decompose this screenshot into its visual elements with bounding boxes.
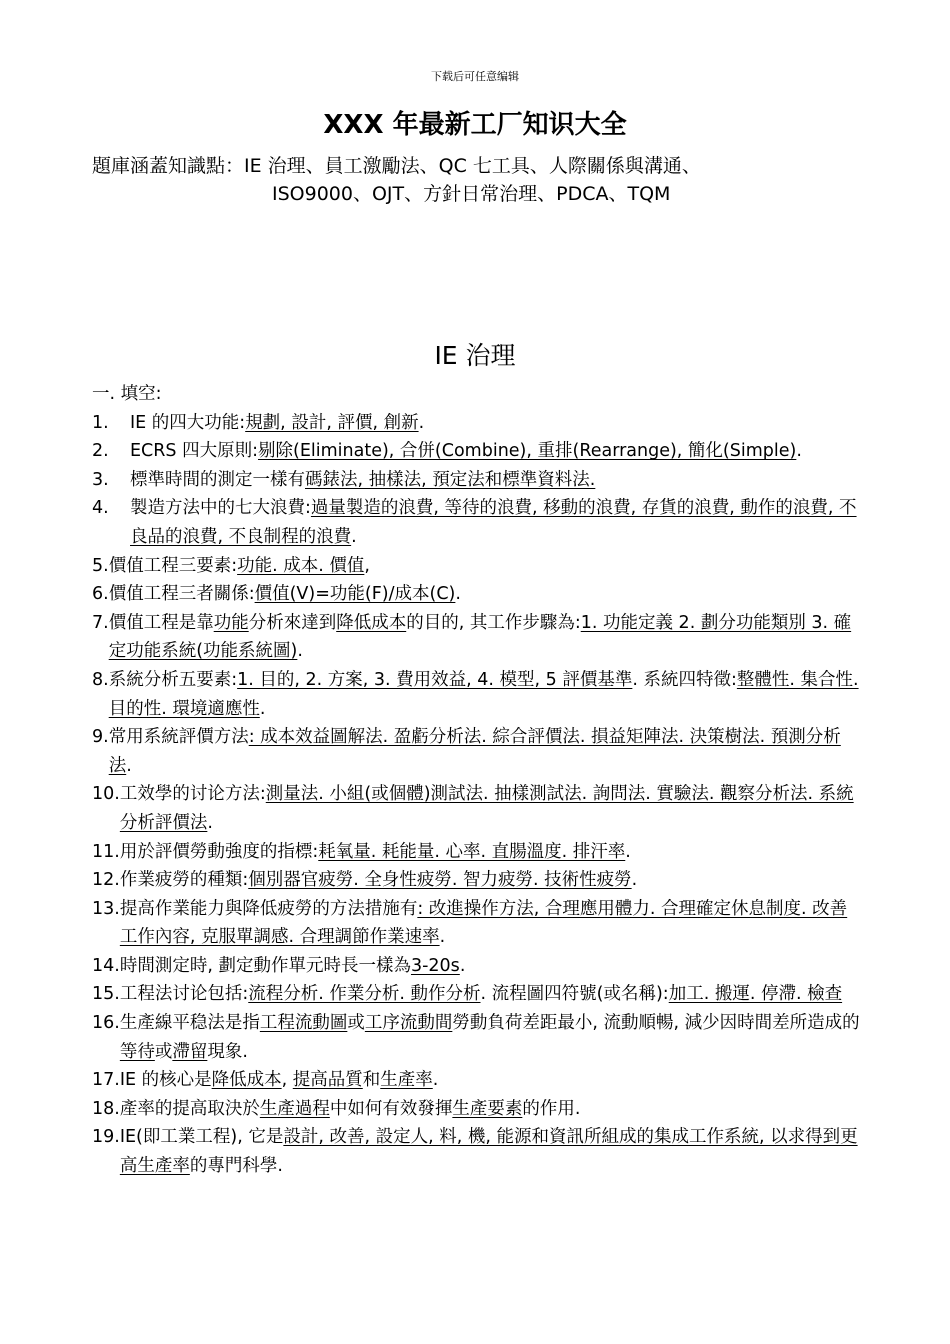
- question-fragment: IE(即工業工程), 它是: [119, 1127, 284, 1148]
- question-item: [92, 409, 862, 438]
- question-item: [92, 666, 862, 723]
- question-text: [120, 1009, 862, 1066]
- answer-blank: 過量製造的浪費, 等待的浪費, 移動的浪費, 存貨的浪費, 動作的浪費, 不良品的浪費, 不良制程的浪費: [130, 498, 857, 547]
- fill-in-section: [92, 380, 862, 1181]
- question-list: [92, 409, 862, 1181]
- question-text: [109, 609, 862, 666]
- question-fragment: .: [351, 526, 357, 547]
- question-item: [92, 723, 862, 780]
- answer-blank: : 改進操作方法, 合理應用體力. 合理確定休息制度. 改善工作內容, 克服單調感. 合理調節作業速率: [119, 898, 848, 948]
- topics-line-2: ISO9000、OJT、方針日常治理、PDCA、TQM: [272, 183, 671, 205]
- question-text: [120, 895, 862, 952]
- question-fragment: IE 的四大功能:: [130, 412, 246, 433]
- question-fragment: 時間測定時, 劃定動作單元時長一樣為: [119, 955, 411, 976]
- question-fragment: 價值工程三者關係:: [108, 584, 255, 605]
- question-fragment: 工效學的讨论方法:: [119, 784, 266, 805]
- question-number: 17.: [92, 1070, 120, 1091]
- question-item: [92, 552, 862, 581]
- question-fragment: 勞動負荷差距最小, 流動順暢, 減少因時間差所造成的: [452, 1013, 860, 1034]
- answer-blank: 工程流動圖: [259, 1013, 348, 1034]
- answer-blank: 耗氧量. 耗能量. 心率. 直腸溫度. 排汗率: [318, 841, 626, 862]
- question-number: 8.: [92, 669, 109, 690]
- question-number: 5.: [92, 555, 109, 576]
- question-fragment: .: [455, 584, 461, 605]
- question-number: 19.: [92, 1127, 120, 1148]
- question-text: [109, 666, 862, 723]
- answer-blank: 降低成本: [336, 612, 407, 633]
- page-header: 下载后可任意编辑: [431, 70, 519, 83]
- answer-blank: 1. 功能定義 2. 劃分功能類別 3. 確定功能系統(功能系統圖): [108, 612, 852, 662]
- answer-blank: 1. 目的, 2. 方案, 3. 費用效益, 4. 模型, 5 評價基準: [237, 669, 633, 690]
- answer-blank: 測量法. 小組(或個體)測試法. 抽樣測試法. 詢問法. 實驗法. 觀察分析法. 系統分析評價法: [119, 784, 854, 833]
- question-fragment: 價值工程三要素:: [108, 555, 238, 576]
- answer-blank: 滯留: [172, 1041, 208, 1062]
- answer-blank: 碼錶法, 抽樣法, 預定法和標準資料法.: [305, 469, 596, 490]
- answer-blank: : 成本效益圖解法. 盈虧分析法. 綜合評價法. 損益矩陣法. 決策樹法. 預測分析法: [108, 727, 841, 776]
- question-fragment: IE 的核心是: [119, 1070, 212, 1091]
- question-fragment: ECRS 四大原則:: [130, 441, 259, 462]
- answer-blank: 降低成本: [211, 1070, 282, 1091]
- question-fragment: 價值工程是靠: [108, 612, 214, 633]
- answer-blank: 提高品質: [292, 1070, 363, 1091]
- question-fragment: 現象.: [207, 1041, 248, 1062]
- section-title: IE 治理: [434, 341, 516, 370]
- answer-blank: 等待: [119, 1041, 155, 1062]
- question-fragment: 的目的, 其工作步驟為:: [406, 612, 581, 633]
- answer-blank: 功能: [213, 612, 249, 633]
- question-fragment: .: [207, 812, 213, 833]
- question-item: [92, 466, 862, 495]
- question-fragment: 的作用.: [522, 1098, 581, 1119]
- question-number: 16.: [92, 1013, 120, 1034]
- question-fragment: 的專門科學.: [189, 1156, 283, 1177]
- question-item: [92, 980, 862, 1009]
- question-fragment: .: [625, 841, 631, 862]
- question-number: 11.: [92, 841, 120, 862]
- question-text: [109, 552, 862, 581]
- question-text: [130, 466, 862, 495]
- question-item: [92, 580, 862, 609]
- question-fragment: 分析來達到: [248, 612, 337, 633]
- question-fragment: 作業疲勞的種類:: [119, 870, 249, 891]
- fill-in-label: 一. 填空:: [92, 384, 162, 404]
- question-fragment: . 系統四特徵:: [632, 669, 737, 690]
- question-text: [120, 780, 862, 837]
- question-text: [120, 866, 862, 895]
- question-text: [120, 952, 862, 981]
- answer-blank: 功能. 成本. 價值: [237, 555, 365, 576]
- question-fragment: .: [439, 927, 446, 948]
- question-fragment: .: [297, 641, 303, 662]
- question-fragment: .: [418, 412, 425, 433]
- topics-line-1: 題庫涵蓋知識點：IE 治理、員工激勵法、QC 七工具、人際關係與溝通、: [92, 155, 701, 177]
- answer-blank: 加工. 搬運. 停滯. 檢查: [668, 984, 843, 1005]
- question-item: [92, 494, 862, 551]
- question-number: 14.: [92, 955, 120, 976]
- question-text: [120, 980, 862, 1009]
- question-text: [120, 1123, 862, 1180]
- answer-blank: 設計, 改善, 設定人, 料, 機, 能源和資訊所組成的集成工作系統, 以求得到更高生產率: [119, 1127, 858, 1177]
- question-fragment: 產率的提高取決於: [119, 1098, 260, 1119]
- answer-blank: 3-20s: [410, 955, 460, 976]
- question-fragment: .: [432, 1070, 439, 1091]
- question-number: 3.: [92, 469, 109, 490]
- question-item: [92, 1009, 862, 1066]
- question-item: [92, 609, 862, 666]
- question-item: [92, 895, 862, 952]
- question-fragment: 或: [154, 1041, 173, 1062]
- question-fragment: .: [126, 755, 132, 776]
- question-text: [109, 723, 862, 780]
- question-fragment: .: [631, 870, 638, 891]
- question-fragment: 中如何有效發揮: [329, 1098, 453, 1119]
- question-fragment: ,: [281, 1070, 293, 1091]
- question-number: 1.: [92, 412, 109, 433]
- question-fragment: 和: [362, 1070, 381, 1091]
- question-number: 12.: [92, 870, 120, 891]
- question-text: [120, 838, 862, 867]
- question-fragment: ,: [364, 555, 370, 576]
- question-number: 6.: [92, 584, 109, 605]
- question-fragment: 或: [347, 1013, 365, 1034]
- question-number: 10.: [92, 784, 120, 805]
- answer-blank: 生產率: [380, 1070, 433, 1091]
- question-text: [109, 580, 862, 609]
- question-fragment: .: [459, 955, 466, 976]
- answer-blank: 工序流動間: [364, 1013, 453, 1034]
- question-number: 4.: [92, 498, 109, 519]
- answer-blank: 剔除(Eliminate), 合併(Combine), 重排(Rearrange), 簡化(Simple): [258, 441, 797, 462]
- answer-blank: 生產過程: [259, 1098, 330, 1119]
- question-text: [130, 494, 862, 551]
- answer-blank: 規劃, 設計, 評價, 創新: [245, 412, 419, 433]
- answer-blank: 流程分析. 作業分析. 動作分析: [248, 984, 481, 1005]
- question-number: 2.: [92, 441, 109, 462]
- question-text: [130, 437, 862, 466]
- question-item: [92, 1095, 862, 1124]
- question-number: 15.: [92, 984, 120, 1005]
- answer-blank: 生產要素: [452, 1098, 523, 1119]
- question-item: [92, 838, 862, 867]
- question-item: [92, 437, 862, 466]
- answer-blank: 價值(V)=功能(F)/成本(C): [254, 584, 456, 605]
- question-text: [130, 409, 862, 438]
- question-item: [92, 1066, 862, 1095]
- question-fragment: 標準時間的測定一樣有: [130, 469, 305, 490]
- question-fragment: 用於評價勞動強度的指標:: [119, 841, 319, 862]
- question-text: [120, 1095, 862, 1124]
- question-item: [92, 1123, 862, 1180]
- question-item: [92, 780, 862, 837]
- question-fragment: .: [796, 441, 802, 462]
- question-number: 9.: [92, 727, 109, 748]
- question-number: 18.: [92, 1098, 120, 1119]
- question-number: 7.: [92, 612, 109, 633]
- question-fragment: .: [259, 698, 266, 719]
- question-fragment: 製造方法中的七大浪費:: [130, 498, 311, 519]
- question-fragment: 常用系統評價方法: [108, 727, 249, 748]
- question-item: [92, 952, 862, 981]
- question-fragment: 提高作業能力與降低疲勞的方法措施有: [119, 898, 418, 919]
- document-title: XXX 年最新工厂知识大全: [323, 110, 627, 140]
- question-number: 13.: [92, 898, 120, 919]
- question-fragment: 工程法讨论包括:: [119, 984, 249, 1005]
- question-text: [120, 1066, 862, 1095]
- question-fragment: 系統分析五要素:: [108, 669, 238, 690]
- question-fragment: . 流程圖四符號(或名稱):: [480, 984, 669, 1005]
- answer-blank: 個別器官疲勞. 全身性疲勞. 智力疲勞. 技術性疲勞: [248, 870, 632, 891]
- question-item: [92, 866, 862, 895]
- question-fragment: 生產線平稳法是指: [119, 1013, 260, 1034]
- topics-summary: [92, 152, 872, 208]
- answer-blank: 整體性. 集合性. 目的性. 環境適應性: [108, 669, 859, 719]
